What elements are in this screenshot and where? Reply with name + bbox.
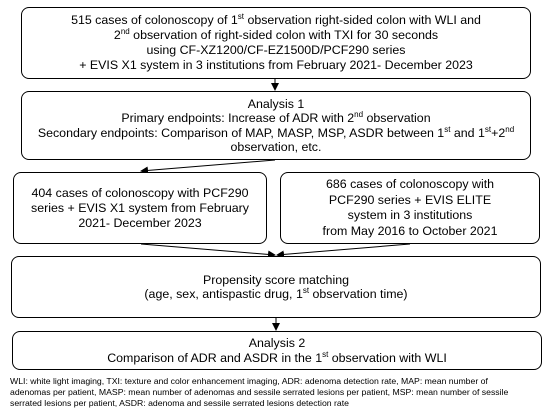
elite-cohort-line-3: system in 3 institutions: [347, 208, 473, 222]
arrow-box4-to-box5: [277, 244, 410, 255]
analysis-2-box: [12, 331, 542, 370]
footnote-line-2: adenomas per patient, MASP: mean number of adenomas and sessile serrated lesions per patient, MSP: mean number of sessile: [10, 387, 509, 397]
footnote-line-1: WLI: white light imaging, TXI: texture and color enhancement imaging, ADR: adenoma detection rate, MAP: mean number of: [10, 376, 488, 386]
x1-cohort-line-2: series + EVIS X1 system from February: [31, 200, 249, 215]
study-cohort-box: [21, 7, 531, 79]
elite-cohort-line-2: PCF290 series + EVIS ELITE: [328, 192, 492, 207]
primary-endpoints: Primary endpoints: Increase of ADR with 2nd observation: [121, 109, 431, 125]
analysis-1-box: [21, 91, 531, 160]
cohort-line-2: 2nd observation of right-sided colon with TXI for 30 seconds: [113, 26, 439, 42]
x1-cohort-line-3: 2021- December 2023: [78, 215, 202, 230]
x1-cohort-line-1: 404 cases of colonoscopy with PCF290: [31, 185, 249, 200]
cohort-line-3: using CF-XZ1200/CF-EZ1500D/PCF290 series: [146, 43, 406, 57]
elite-cohort-box: [280, 172, 540, 244]
footnote-line-3: serrated lesions per patient, ASDR: adenoma and sessile serrated lesions detection rate: [10, 398, 350, 408]
cohort-line-1: 515 cases of colonoscopy of 1st observation right-sided colon with WLI and: [71, 11, 481, 27]
secondary-endpoints: Secondary endpoints: Comparison of MAP, MASP, MSP, ASDR between 1st and 1st+2nd: [37, 124, 515, 140]
arrow-box2-to-box3: [141, 160, 275, 171]
cohort-line-4: + EVIS X1 system in 3 institutions from February 2021- December 2023: [79, 58, 473, 72]
x1-cohort-box: [13, 172, 267, 244]
propensity-title: Propensity score matching: [202, 272, 349, 287]
arrow-box3-to-box5: [141, 244, 275, 255]
analysis-2-description: Comparison of ADR and ASDR in the 1st observation with WLI: [107, 349, 447, 365]
elite-cohort-line-4: from May 2016 to October 2021: [322, 223, 498, 238]
abbreviations-footnote: [10, 376, 542, 409]
propensity-matching-box: [11, 256, 541, 318]
analysis-2-title: Analysis 2: [248, 336, 306, 350]
elite-cohort-line-1: 686 cases of colonoscopy with: [325, 177, 495, 191]
propensity-covariates: (age, sex, antispastic drug, 1st observation time): [144, 285, 408, 301]
analysis-1-title: Analysis 1: [247, 96, 305, 111]
secondary-endpoints-cont: observation, etc.: [230, 140, 322, 154]
